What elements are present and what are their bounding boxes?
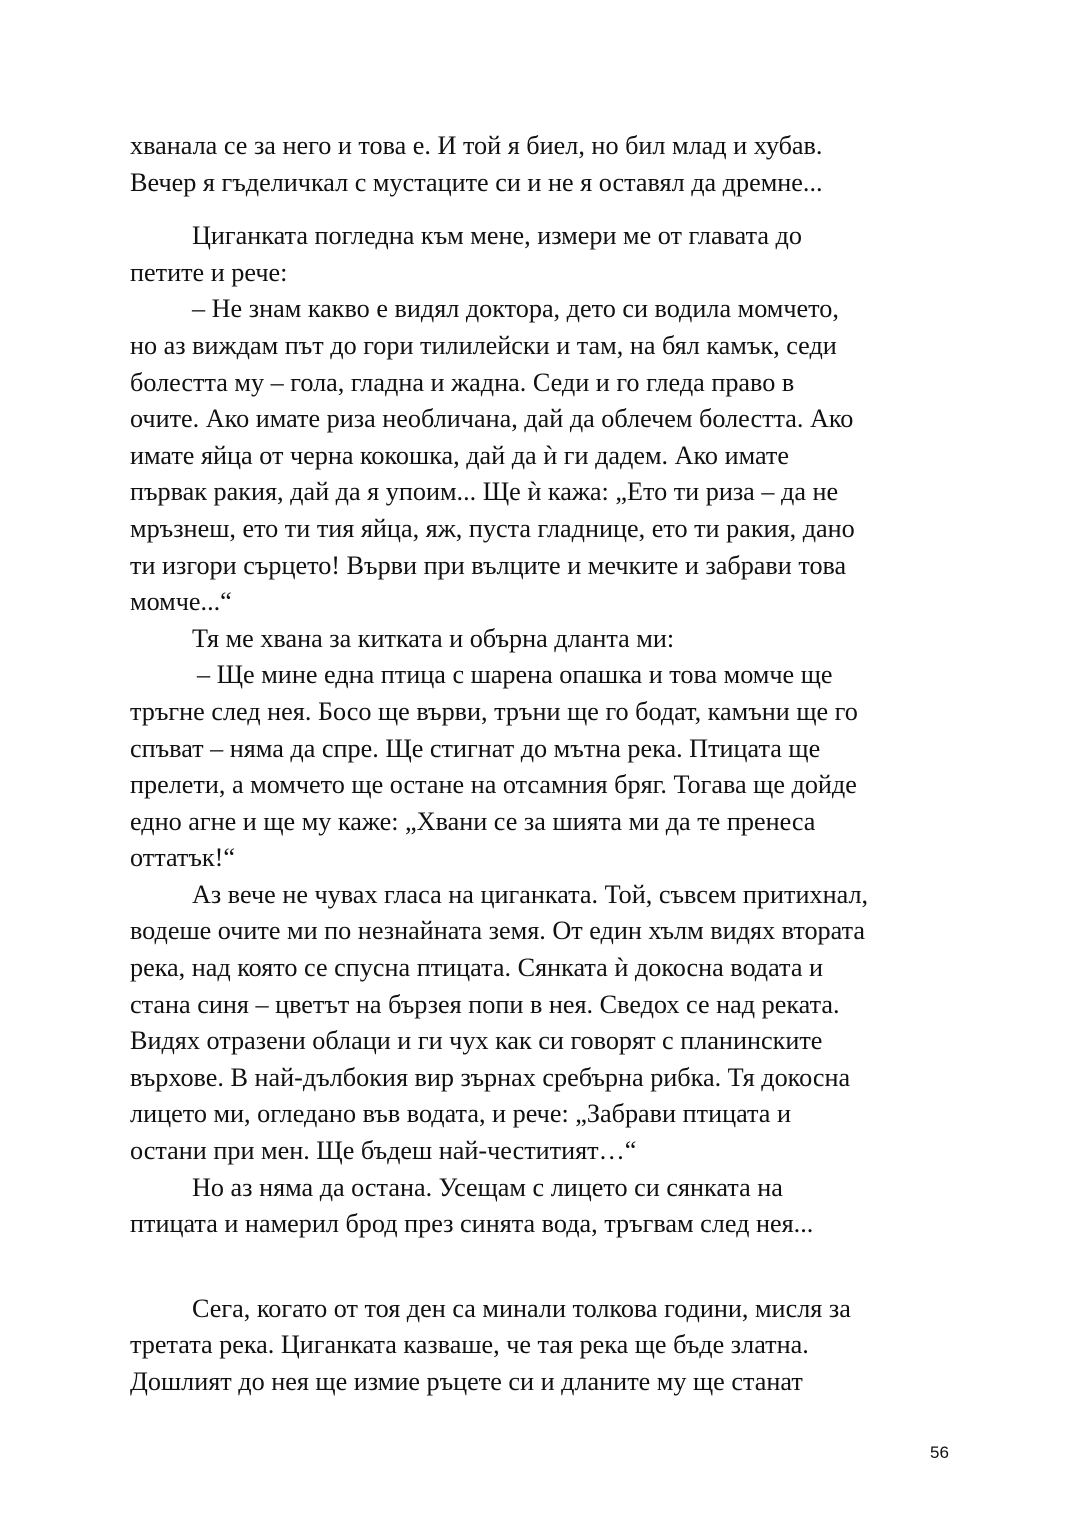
text-line: остани при мен. Ще бъдеш най-честитият…“ — [130, 1136, 637, 1166]
paragraph-start-line: Циганката погледна към мене, измери ме от главата до — [192, 221, 802, 251]
text-line: Видях отразени облаци и ги чух как си говорят с планинските — [130, 1026, 823, 1056]
page-number: 56 — [930, 1443, 949, 1462]
text-line: очите. Ако имате риза необличана, дай да облечем болестта. Ако — [130, 404, 854, 434]
text-line: тръгне след нея. Босо ще върви, тръни ще го бодат, камъни ще го — [130, 696, 858, 726]
dialogue-line: – Ще мине една птица с шарена опашка и това момче ще — [197, 660, 833, 690]
text-line: лицето ми, огледано във водата, и рече: „Забрави птицата и — [130, 1099, 791, 1129]
paragraph-start-line: Аз вече не чувах гласа на циганката. Той, съвсем притихнал, — [192, 879, 869, 909]
text-line: петите и рече: — [130, 257, 288, 287]
text-line: стана синя – цветът на бързея попи в нея. Сведох се над реката. — [130, 989, 840, 1019]
text-line: третата река. Циганката казваше, че тая река ще бъде златна. — [130, 1330, 809, 1360]
text-line: Дошлият до нея ще измие ръцете си и дланите му ще станат — [130, 1367, 803, 1396]
text-line: ти изгори сърцето! Върви при вълците и мечките и забрави това — [130, 550, 847, 580]
paragraph-start-line: Сега, когато от тоя ден са минали толкова години, мисля за — [192, 1293, 851, 1323]
paragraph-start-line: Тя ме хвана за китката и обърна дланта ми: — [192, 623, 675, 653]
text-line: водеше очите ми по незнайната земя. От един хълм видях втората — [130, 916, 865, 946]
text-line: но аз виждам път до гори тилилейски и там, на бял камък, седи — [130, 330, 837, 360]
text-line: върхове. В най-дълбокия вир зърнах сребърна рибка. Тя докосна — [130, 1062, 851, 1092]
text-line: река, над която се спусна птицата. Сянката ѝ докосна водата и — [130, 953, 824, 983]
page-body — [130, 128, 960, 1401]
text-line: болестта му – гола, гладна и жадна. Седи и го гледа право в — [130, 367, 795, 397]
text-line: мръзнеш, ето ти тия яйца, яж, пуста гладнице, ето ти ракия, дано — [130, 513, 855, 543]
text-line: първак ракия, дай да я упоим... Ще ѝ кажа: „Ето ти риза – да не — [130, 477, 839, 507]
text-line: едно агне и ще му каже: „Хвани се за шията ми да те пренеса — [130, 806, 816, 836]
text-line: имате яйца от черна кокошка, дай да ѝ ги дадем. Ако имате — [130, 440, 789, 470]
text-line: Вечер я гъделичкал с мустаците си и не я оставял да дремне... — [130, 167, 823, 197]
text-line: спъват – няма да спре. Ще стигнат до мътна река. Птицата ще — [130, 733, 821, 763]
text-line: прелети, а момчето ще остане на отсамния бряг. Тогава ще дойде — [130, 770, 857, 800]
paragraph-start-line: Но аз няма да остана. Усещам с лицето си сянката на — [192, 1172, 783, 1202]
text-line: оттатък!“ — [130, 843, 235, 873]
text-line: хванала се за него и това е. И той я биел, но бил млад и хубав. — [130, 131, 823, 160]
dialogue-line: – Не знам какво е видял доктора, дето си водила момчето, — [192, 294, 839, 324]
text-line: момче...“ — [130, 587, 232, 617]
text-line: птицата и намерил брод през синята вода, тръгвам след нея... — [130, 1209, 814, 1239]
